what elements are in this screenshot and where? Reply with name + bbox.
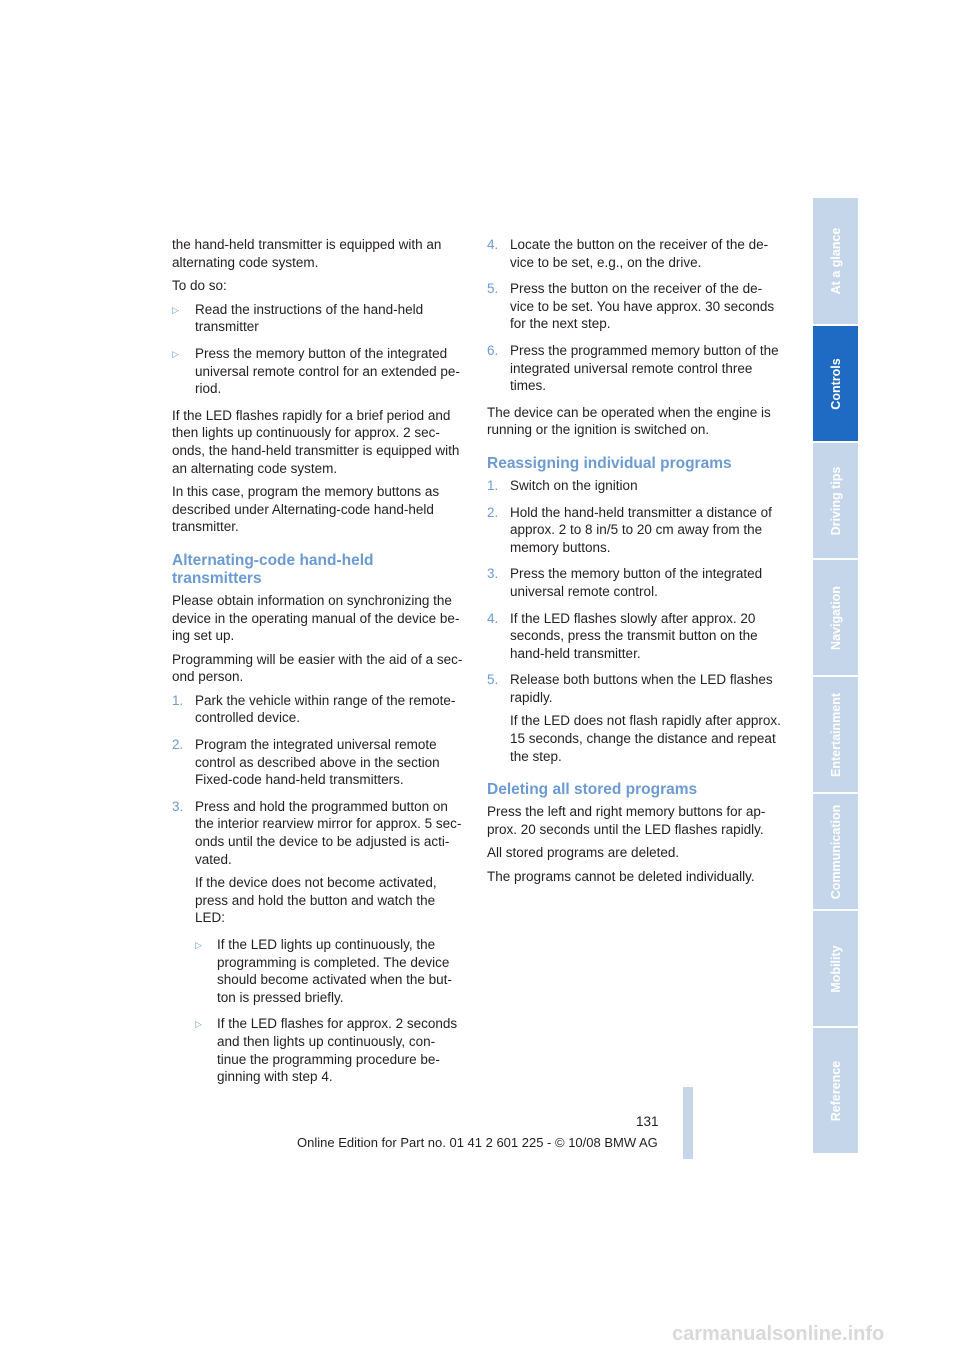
- intro-paragraph: the hand-held transmitter is equipped with an alternating code system.: [172, 237, 442, 270]
- tab-at-a-glance[interactable]: At a glance: [813, 198, 858, 324]
- chapter-tabs: [813, 198, 858, 1155]
- left-column: [172, 236, 464, 1095]
- nested-list: [195, 936, 464, 1086]
- page-number: 131: [636, 1114, 659, 1129]
- step-item: 5. Release both buttons when the LED flashes rapidly. If the LED does not flash rapidly after approx. 15 seconds, change the distance and repeat the step.: [487, 671, 783, 765]
- footer-text: Online Edition for Part no. 01 41 2 601 225 - © 10/08 BMW AG: [297, 1135, 658, 1150]
- triangle-bullet-icon: ▷: [172, 304, 179, 315]
- step-item: 4. Locate the button on the receiver of the de-vice to be set, e.g., on the drive.: [487, 237, 769, 270]
- step-number: 5.: [487, 672, 499, 688]
- section-heading: Alternating-code hand-held transmitters: [172, 551, 374, 587]
- step-number: 5.: [487, 281, 499, 297]
- footer-bar: [683, 1087, 693, 1159]
- step-item: 5. Press the button on the receiver of the de-vice to be set. You have approx. 30 seconds for the next step.: [487, 281, 775, 332]
- list-item: ▷ Read the instructions of the hand-held transmitter: [172, 301, 424, 335]
- sync-paragraph: Please obtain information on synchronizing the device in the operating manual of the device be-ing set up.: [172, 592, 460, 644]
- section-heading: Reassigning individual programs: [487, 454, 732, 472]
- operate-paragraph: The device can be operated when the engine is running or the ignition is switched on.: [487, 404, 771, 438]
- deleted-paragraph: All stored programs are deleted.: [487, 845, 680, 861]
- step-item: 1. Switch on the ignition: [487, 477, 638, 493]
- step-number: 1.: [172, 692, 184, 708]
- step-number: 3.: [487, 566, 499, 582]
- tab-driving-tips[interactable]: Driving tips: [813, 443, 858, 558]
- step-item: 2. Program the integrated universal remote control as described above in the section Fixed-code hand-held transmitters.: [172, 737, 440, 788]
- step-item: 4. If the LED flashes slowly after approx. 20 seconds, press the transmit button on the hand-held transmitter.: [487, 610, 758, 661]
- individual-paragraph: The programs cannot be deleted individually.: [487, 869, 755, 885]
- tab-entertainment[interactable]: Entertainment: [813, 677, 858, 792]
- triangle-bullet-icon: ▷: [195, 1019, 202, 1030]
- triangle-bullet-icon: ▷: [195, 940, 202, 950]
- step-note: If the LED does not flash rapidly after approx. 15 seconds, change the distance and repeat the step.: [510, 713, 781, 764]
- step-note: If the device does not become activated, press and hold the button and watch the LED:: [195, 875, 437, 926]
- step-item: 1. Park the vehicle within range of the remote-controlled device.: [172, 692, 456, 726]
- tab-mobility[interactable]: Mobility: [813, 911, 858, 1026]
- list-item: ▷ If the LED lights up continuously, the programming is completed. The device should become activated when the but-ton is pressed briefly.: [195, 937, 452, 1005]
- list-item: ▷ Press the memory button of the integrated universal remote control for an extended pe-riod.: [172, 345, 460, 397]
- section-heading: Deleting all stored programs: [487, 781, 698, 799]
- step-number: 1.: [487, 477, 499, 493]
- tab-navigation[interactable]: Navigation: [813, 560, 858, 675]
- tab-controls[interactable]: Controls: [813, 326, 858, 441]
- step-number: 4.: [487, 610, 499, 626]
- step-item: 2. Hold the hand-held transmitter a distance of approx. 2 to 8 in/5 to 20 cm away from the memory buttons.: [487, 504, 772, 555]
- right-column: [487, 236, 783, 892]
- watermark: carmanualsonline.info: [672, 1323, 885, 1345]
- triangle-bullet-icon: ▷: [172, 348, 179, 359]
- tab-communication[interactable]: Communication: [813, 794, 858, 909]
- todo-paragraph: To do so:: [172, 278, 227, 294]
- case-paragraph: In this case, program the memory buttons as described under Alternating-code hand-held transmitter.: [172, 484, 440, 535]
- easier-paragraph: Programming will be easier with the aid of a sec-ond person.: [172, 651, 463, 685]
- list-item: ▷ If the LED flashes for approx. 2 seconds and then lights up continuously, con-tinue the programming procedure be-ginning with step 4.: [195, 1016, 458, 1085]
- step-number: 2.: [487, 504, 499, 520]
- led-paragraph: If the LED flashes rapidly for a brief period and then lights up continuously for approx. 2 sec-onds, the hand-held transmitter is equipped with an alternating code system.: [172, 407, 460, 476]
- step-number: 4.: [487, 237, 499, 252]
- step-number: 3.: [172, 798, 184, 814]
- step-number: 2.: [172, 737, 184, 753]
- step-item: 3. Press and hold the programmed button on the interior rearview mirror for approx. 5 sec-onds until the device to be adjusted is acti-vated. If the device does not become activated, press and hold the button and watch the LED: ▷ If the LED lights up continuously, the programming is completed. The device should become activated when the but-ton is pressed briefly. ▷ If the LED flashes for approx. 2 seconds and then lights up continuously, con-tinue the programming procedure be-ginning with step 4.: [172, 798, 464, 1086]
- tab-reference[interactable]: Reference: [813, 1028, 858, 1153]
- step-item: 6. Press the programmed memory button of the integrated universal remote control three times.: [487, 342, 779, 394]
- step-number: 6.: [487, 342, 499, 358]
- step-item: 3. Press the memory button of the integrated universal remote control.: [487, 566, 763, 599]
- delete-paragraph: Press the left and right memory buttons for ap-prox. 20 seconds until the LED flashes rapidly.: [487, 804, 766, 837]
